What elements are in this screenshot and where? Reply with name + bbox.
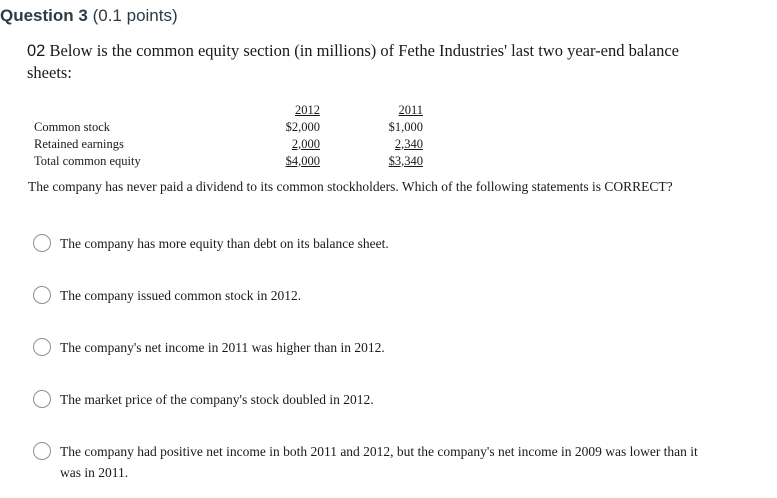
radio-button[interactable] [33,286,51,304]
radio-button[interactable] [33,442,51,460]
question-number: 02 [27,42,46,60]
answer-label: The company had positive net income in both 2011 and 2012, but the company's net income in 2009 was lower than it was in 2011. [60,444,698,480]
answer-option-2[interactable] [33,285,713,306]
row-label: Common stock [34,120,111,134]
row-label: Retained earnings [34,137,124,151]
answer-label: The market price of the company's stock doubled in 2012. [60,392,374,407]
question-body: Below is the common equity section (in millions) of Fethe Industries' last two year-end balance sheets: [27,41,679,82]
radio-button[interactable] [33,390,51,408]
answer-label: The company issued common stock in 2012. [60,288,302,303]
value-2012: $2,000 [285,120,320,134]
year-header-2012: 2012 [295,103,320,117]
year-header-2011: 2011 [398,103,423,117]
radio-button[interactable] [33,338,51,356]
question-points: (0.1 points) [92,6,178,25]
answer-option-4[interactable] [33,389,713,410]
answer-label: The company's net income in 2011 was higher than in 2012. [60,340,385,355]
value-2011: 2,340 [394,137,423,151]
value-2012: $4,000 [285,154,320,168]
answer-option-1[interactable] [33,233,713,254]
question-title: Question 3 [0,6,88,25]
value-2011: $1,000 [388,120,423,134]
value-2011: $3,340 [388,154,423,168]
radio-button[interactable] [33,234,51,252]
question-text [27,40,727,83]
value-2012: 2,000 [291,137,320,151]
question-header [0,6,178,26]
answer-option-5[interactable] [33,441,713,483]
answer-label: The company has more equity than debt on its balance sheet. [60,236,389,251]
question-prompt: The company has never paid a dividend to its common stockholders. Which of the following statements is CORRECT? [28,179,673,194]
answer-option-3[interactable] [33,337,713,358]
row-label: Total common equity [34,154,141,168]
